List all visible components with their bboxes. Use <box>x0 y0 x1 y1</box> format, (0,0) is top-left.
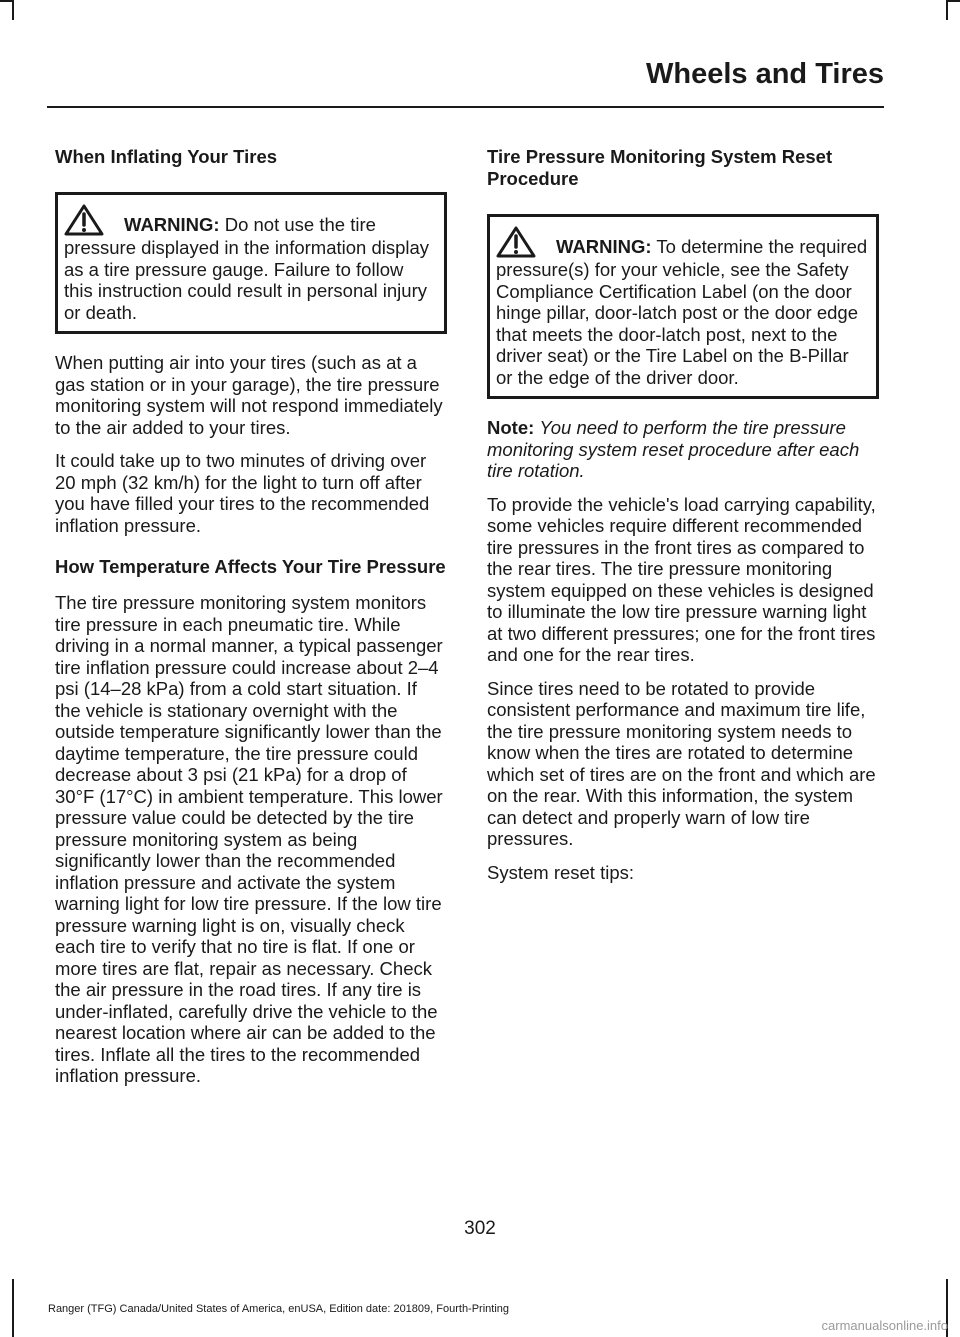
warning-text: To determine the required pressure(s) for your vehicle, see the Safety Compliance Certification Label (on the door hinge pillar, door-latch post or the door edge that meets the door-latch post, next to the driver seat) or the Tire Label on the B-Pillar or the edge of the driver door. <box>496 236 868 388</box>
warning-label: WARNING: <box>124 214 220 235</box>
left-column <box>55 146 447 1099</box>
page-title: Wheels and Tires <box>646 58 884 90</box>
paragraph: It could take up to two minutes of driving over 20 mph (32 km/h) for the light to turn off after you have filled your tires to the recommended inflation pressure. <box>55 450 430 536</box>
warning-box <box>55 192 447 334</box>
title-divider <box>47 106 884 108</box>
watermark: carmanualsonline.info <box>821 1318 948 1333</box>
paragraph: The tire pressure monitoring system monitors tire pressure in each pneumatic tire. While driving in a normal manner, a typical passenger tire inflation pressure could increase about 2–4 psi (14–28 kPa) from a cold start situation. If the vehicle is stationary overnight with the outside temperature significantly lower than the daytime temperature, the tire pressure could decrease about 3 psi (21 kPa) for a drop of 30°F (17°C) in ambient temperature. This lower pressure value could be detected by the tire pressure monitoring system as being significantly lower than the recommended inflation pressure and activate the system warning light for low tire pressure. If the low tire pressure warning light is on, visually check each tire to verify that no tire is flat. If one or more tires are flat, repair as necessary. Check the air pressure in the road tires. If any tire is under-inflated, carefully drive the vehicle to the nearest location where air can be added to the tires. Inflate all the tires to the recommended inflation pressure. <box>55 592 443 1086</box>
paragraph: To provide the vehicle's load carrying capability, some vehicles require different recommended tire pressures in the front tires as compared to the rear tires. The tire pressure monitoring system equipped on these vehicles is designed to illuminate the low tire pressure warning light at two different pressures; one for the front tires and one for the rear tires. <box>487 493 876 665</box>
paragraph: System reset tips: <box>487 861 635 883</box>
crop-mark <box>0 0 12 2</box>
section-heading: When Inflating Your Tires <box>55 146 278 167</box>
warning-box <box>487 214 879 399</box>
crop-mark <box>948 0 960 2</box>
right-column <box>487 146 879 895</box>
warning-icon <box>496 225 548 259</box>
page-number: 302 <box>464 1218 496 1239</box>
crop-mark <box>12 0 14 20</box>
paragraph: Since tires need to be rotated to provide consistent performance and maximum tire life, the tire pressure monitoring system needs to know when the tires are rotated to determine which set of tires are on the front and which are on the rear. With this information, the system can detect and properly warn of low tire pressures. <box>487 677 876 849</box>
section-heading: How Temperature Affects Your Tire Pressure <box>55 556 446 577</box>
footer: Ranger (TFG) Canada/United States of America, enUSA, Edition date: 201809, Fourth-Printing <box>48 1303 510 1315</box>
crop-mark <box>946 0 948 20</box>
warning-icon <box>64 203 116 237</box>
note-label: Note: <box>487 417 535 438</box>
crop-mark <box>12 1279 14 1337</box>
note <box>487 417 879 482</box>
warning-text: Do not use the tire pressure displayed in the information display as a tire pressure gauge. Failure to follow this instruction could result in personal injury or death. <box>64 214 430 323</box>
paragraph: When putting air into your tires (such as at a gas station or in your garage), the tire pressure monitoring system will not respond immediately to the air added to your tires. <box>55 352 443 438</box>
note-text: You need to perform the tire pressure monitoring system reset procedure after each tire rotation. <box>487 417 860 481</box>
warning-label: WARNING: <box>556 236 652 257</box>
section-heading: Tire Pressure Monitoring System Reset Procedure <box>487 146 833 189</box>
